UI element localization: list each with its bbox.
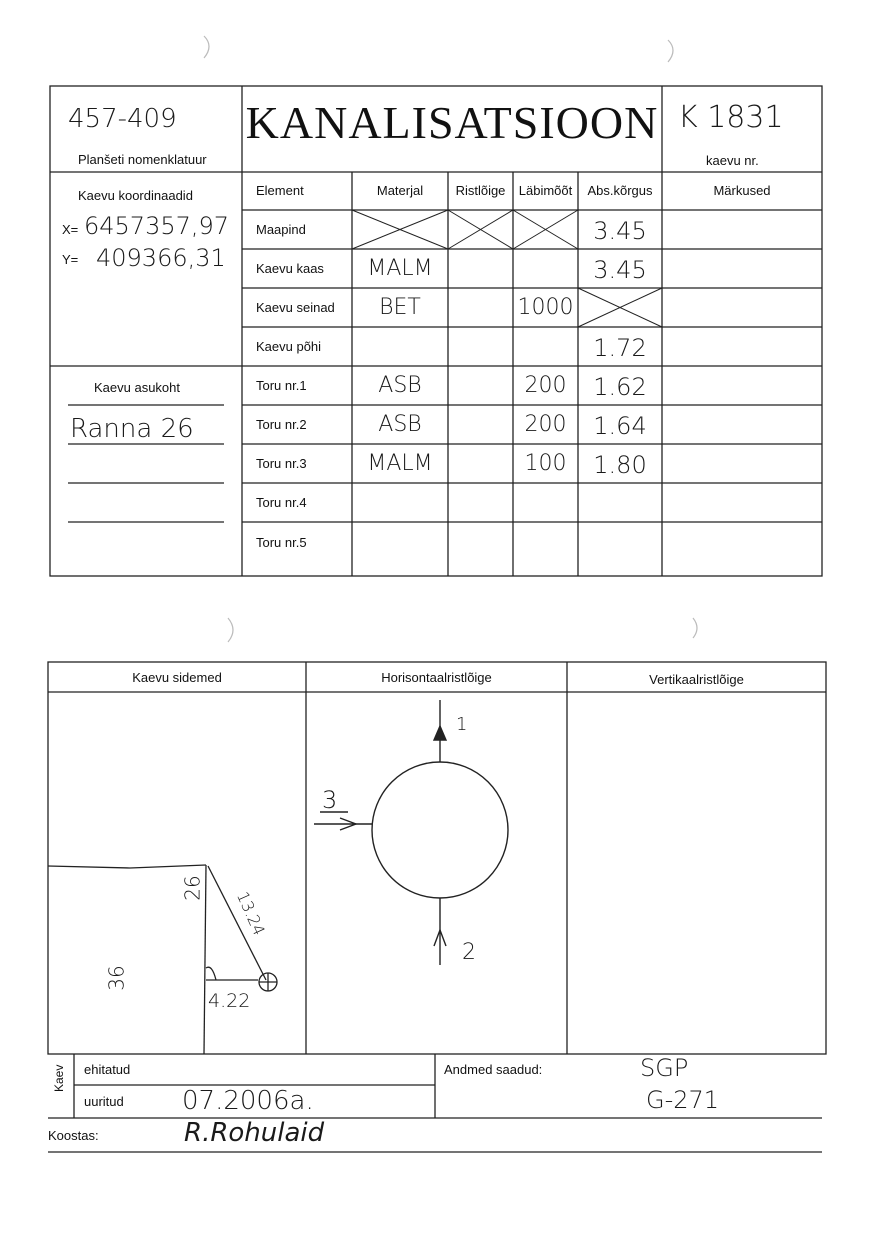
header-element: Element	[256, 183, 304, 198]
pipe-3-label: 3	[322, 786, 338, 814]
row-element: Toru nr.4	[256, 495, 307, 510]
horizontal-header: Horisontaalristlõige	[381, 670, 492, 685]
row-material: MALM	[367, 451, 433, 476]
author-value: R.Rohulaid	[184, 1118, 325, 1148]
row-abs-height: 1.64	[593, 412, 647, 440]
author-label: Koostas:	[48, 1128, 99, 1143]
header-cross-section: Ristlõige	[455, 183, 506, 198]
y-value: 409366,31	[96, 244, 226, 272]
row-element: Kaevu kaas	[256, 261, 324, 276]
kaev-label: Kaev	[52, 1064, 66, 1092]
y-label: Y=	[62, 252, 79, 267]
row-diameter: 200	[524, 373, 567, 398]
row-element: Kaevu seinad	[256, 300, 335, 315]
punch-mark	[693, 618, 697, 638]
row-abs-height: 1.72	[593, 334, 647, 362]
bottom-form-border	[48, 662, 826, 1054]
pipe-2-label: 2	[462, 940, 476, 965]
header-abs-height: Abs.kõrgus	[587, 183, 653, 198]
well-circle	[372, 762, 508, 898]
ties-header: Kaevu sidemed	[132, 670, 222, 685]
header-notes: Märkused	[713, 183, 771, 198]
sketch-building-number: 26	[180, 875, 205, 901]
row-abs-height: 3.45	[593, 256, 647, 284]
row-element: Toru nr.5	[256, 535, 307, 550]
sketch-distance: 4.22	[208, 990, 251, 1012]
horizontal-section	[314, 700, 508, 965]
built-label: ehitatud	[84, 1062, 131, 1077]
row-element: Kaevu põhi	[256, 339, 322, 354]
nomenclature-label: Planšeti nomenklatuur	[78, 152, 207, 167]
row-material: ASB	[378, 373, 422, 398]
row-abs-height: 1.62	[593, 373, 647, 401]
form-title: KANALISATSIOON	[245, 97, 659, 148]
well-number-value: K 1831	[678, 100, 784, 135]
location-value: Ranna 26	[70, 414, 194, 444]
sketch-side-label: 36	[104, 965, 129, 991]
row-diameter: 1000	[517, 295, 574, 320]
data-received-label: Andmed saadud:	[444, 1062, 543, 1077]
row-element: Toru nr.2	[256, 417, 307, 432]
row-abs-height: 3.45	[593, 217, 647, 245]
row-material: ASB	[378, 412, 422, 437]
sketch-diagonal-distance: 13.24	[232, 888, 269, 939]
row-material: MALM	[367, 256, 433, 281]
row-element: Maapind	[256, 222, 306, 237]
row-diameter: 100	[524, 451, 567, 476]
punch-mark	[668, 40, 673, 62]
punch-mark	[204, 36, 209, 58]
row-material: BET	[379, 295, 421, 320]
row-abs-height: 1.80	[593, 451, 647, 479]
pipe-1-label: 1	[456, 714, 468, 735]
header-diameter: Läbimõõt	[518, 183, 573, 198]
header-material: Materjal	[376, 183, 424, 198]
nomenclature-value: 457-409	[68, 104, 177, 134]
coords-label: Kaevu koordinaadid	[78, 188, 193, 203]
arrow-up	[434, 726, 446, 740]
location-label: Kaevu asukoht	[94, 380, 181, 395]
x-label: X=	[62, 222, 79, 237]
well-number-label: kaevu nr.	[706, 153, 759, 168]
row-element: Toru nr.3	[256, 456, 307, 471]
surveyed-value: 07.2006a.	[182, 1086, 314, 1116]
data-source-2: G-271	[646, 1086, 720, 1114]
surveyed-label: uuritud	[84, 1094, 124, 1109]
row-diameter: 200	[524, 412, 567, 437]
row-element: Toru nr.1	[256, 378, 307, 393]
vertical-header: Vertikaalristlõige	[649, 672, 744, 687]
punch-mark	[228, 618, 233, 642]
data-source-1: SGP	[640, 1054, 689, 1082]
x-value: 6457357,97	[84, 212, 230, 240]
